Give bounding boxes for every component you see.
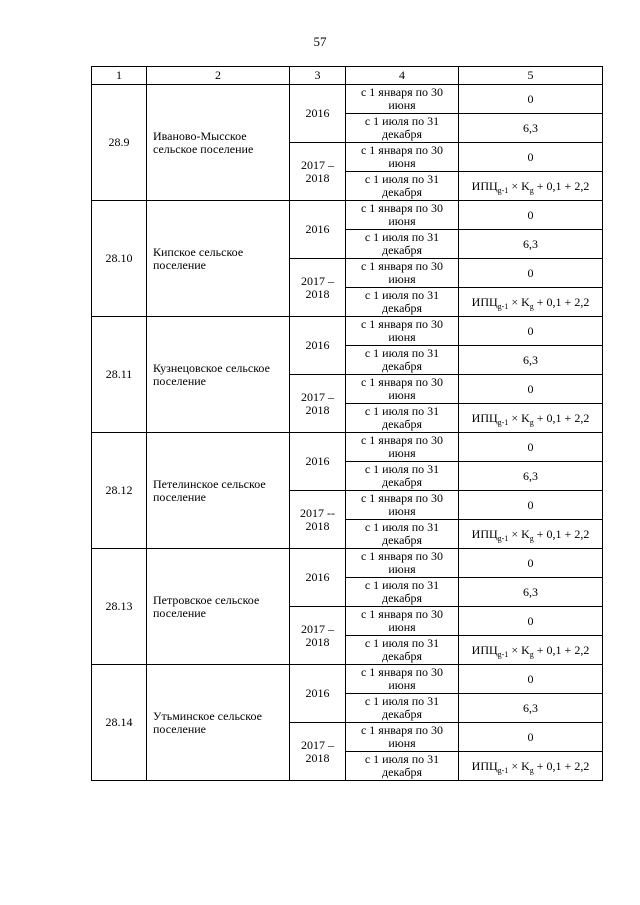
period-cell: с 1 января по 30 июня <box>346 375 459 404</box>
formula-tail: + 0,1 + 2,2 <box>533 526 590 541</box>
formula-k-sub: g <box>529 185 534 195</box>
period-cell: с 1 января по 30 июня <box>346 491 459 520</box>
settlement-name: Утьминское сельское поселение <box>147 665 290 781</box>
value-cell: 6,3 <box>459 346 603 375</box>
formula-tail: + 0,1 + 2,2 <box>533 410 590 425</box>
year-cell: 2017 – 2018 <box>290 723 346 781</box>
period-cell: с 1 июля по 31 декабря <box>346 752 459 781</box>
formula-ipc: ИПЦ <box>471 758 498 773</box>
settlement-name: Кузнецовское сельское поселение <box>147 317 290 433</box>
formula-ipc-sub: g-1 <box>497 649 509 659</box>
period-cell: с 1 июля по 31 декабря <box>346 520 459 549</box>
row-number: 28.13 <box>92 549 147 665</box>
year-cell: 2017 – 2018 <box>290 259 346 317</box>
table-header <box>92 67 603 85</box>
value-cell: 0 <box>459 143 603 172</box>
year-cell: 2017 – 2018 <box>290 375 346 433</box>
value-cell: 0 <box>459 491 603 520</box>
year-cell: 2017 – 2018 <box>290 143 346 201</box>
table-body <box>92 85 603 781</box>
table-row <box>92 85 603 114</box>
period-cell: с 1 июля по 31 декабря <box>346 114 459 143</box>
settlement-name: Иваново-Мысское сельское поселение <box>147 85 290 201</box>
period-cell: с 1 июля по 31 декабря <box>346 172 459 201</box>
formula-cell <box>459 172 603 201</box>
period-cell: с 1 июля по 31 декабря <box>346 404 459 433</box>
header-col-5: 5 <box>459 67 603 85</box>
year-cell: 2017 – 2018 <box>290 607 346 665</box>
row-number: 28.10 <box>92 201 147 317</box>
year-cell: 2016 <box>290 201 346 259</box>
period-cell: с 1 января по 30 июня <box>346 665 459 694</box>
formula-tail: + 0,1 + 2,2 <box>533 294 590 309</box>
year-cell: 2016 <box>290 433 346 491</box>
row-number: 28.11 <box>92 317 147 433</box>
formula-ipc: ИПЦ <box>471 526 498 541</box>
formula-k-sub: g <box>529 301 534 311</box>
tariff-table <box>91 66 603 781</box>
formula-ipc-sub: g-1 <box>497 533 509 543</box>
formula-ipc-sub: g-1 <box>497 185 509 195</box>
value-cell: 0 <box>459 85 603 114</box>
formula-k: × K <box>508 410 530 425</box>
value-cell: 6,3 <box>459 462 603 491</box>
period-cell: с 1 января по 30 июня <box>346 201 459 230</box>
formula-k: × K <box>508 642 530 657</box>
year-cell: 2017 -- 2018 <box>290 491 346 549</box>
row-number: 28.14 <box>92 665 147 781</box>
formula-tail: + 0,1 + 2,2 <box>533 642 590 657</box>
value-cell: 6,3 <box>459 578 603 607</box>
value-cell: 6,3 <box>459 230 603 259</box>
header-col-4: 4 <box>346 67 459 85</box>
header-col-3: 3 <box>290 67 346 85</box>
value-cell: 6,3 <box>459 694 603 723</box>
value-cell: 0 <box>459 665 603 694</box>
table-row <box>92 317 603 346</box>
row-number: 28.12 <box>92 433 147 549</box>
header-row <box>92 67 603 85</box>
formula-cell <box>459 520 603 549</box>
formula-k-sub: g <box>529 765 534 775</box>
formula-k-sub: g <box>529 533 534 543</box>
formula-k: × K <box>508 526 530 541</box>
period-cell: с 1 января по 30 июня <box>346 723 459 752</box>
formula-ipc: ИПЦ <box>471 178 498 193</box>
period-cell: с 1 января по 30 июня <box>346 317 459 346</box>
formula-k-sub: g <box>529 417 534 427</box>
period-cell: с 1 июля по 31 декабря <box>346 694 459 723</box>
period-cell: с 1 января по 30 июня <box>346 607 459 636</box>
header-col-1: 1 <box>92 67 147 85</box>
settlement-name: Кипское сельское поселение <box>147 201 290 317</box>
formula-ipc-sub: g-1 <box>497 765 509 775</box>
table-row <box>92 201 603 230</box>
year-cell: 2016 <box>290 317 346 375</box>
value-cell: 0 <box>459 375 603 404</box>
settlement-name: Петровское сельское поселение <box>147 549 290 665</box>
value-cell: 0 <box>459 433 603 462</box>
formula-tail: + 0,1 + 2,2 <box>533 178 590 193</box>
period-cell: с 1 июля по 31 декабря <box>346 346 459 375</box>
header-col-2: 2 <box>147 67 290 85</box>
period-cell: с 1 января по 30 июня <box>346 143 459 172</box>
period-cell: с 1 июля по 31 декабря <box>346 636 459 665</box>
formula-tail: + 0,1 + 2,2 <box>533 758 590 773</box>
formula-k: × K <box>508 294 530 309</box>
table-row <box>92 433 603 462</box>
value-cell: 0 <box>459 549 603 578</box>
formula-k: × K <box>508 758 530 773</box>
formula-ipc: ИПЦ <box>471 294 498 309</box>
period-cell: с 1 июля по 31 декабря <box>346 230 459 259</box>
period-cell: с 1 января по 30 июня <box>346 433 459 462</box>
formula-cell <box>459 636 603 665</box>
table-row <box>92 549 603 578</box>
formula-ipc-sub: g-1 <box>497 301 509 311</box>
formula-cell <box>459 288 603 317</box>
formula-k: × K <box>508 178 530 193</box>
formula-ipc-sub: g-1 <box>497 417 509 427</box>
value-cell: 0 <box>459 607 603 636</box>
formula-k-sub: g <box>529 649 534 659</box>
value-cell: 0 <box>459 317 603 346</box>
table-row <box>92 665 603 694</box>
year-cell: 2016 <box>290 665 346 723</box>
formula-cell <box>459 404 603 433</box>
formula-ipc: ИПЦ <box>471 642 498 657</box>
formula-ipc: ИПЦ <box>471 410 498 425</box>
settlement-name: Петелинское сельское поселение <box>147 433 290 549</box>
period-cell: с 1 июля по 31 декабря <box>346 578 459 607</box>
period-cell: с 1 июля по 31 декабря <box>346 288 459 317</box>
period-cell: с 1 июля по 31 декабря <box>346 462 459 491</box>
value-cell: 0 <box>459 259 603 288</box>
formula-cell <box>459 752 603 781</box>
year-cell: 2016 <box>290 549 346 607</box>
value-cell: 0 <box>459 201 603 230</box>
period-cell: с 1 января по 30 июня <box>346 85 459 114</box>
row-number: 28.9 <box>92 85 147 201</box>
value-cell: 0 <box>459 723 603 752</box>
period-cell: с 1 января по 30 июня <box>346 549 459 578</box>
period-cell: с 1 января по 30 июня <box>346 259 459 288</box>
value-cell: 6,3 <box>459 114 603 143</box>
year-cell: 2016 <box>290 85 346 143</box>
page-number: 57 <box>313 34 327 49</box>
